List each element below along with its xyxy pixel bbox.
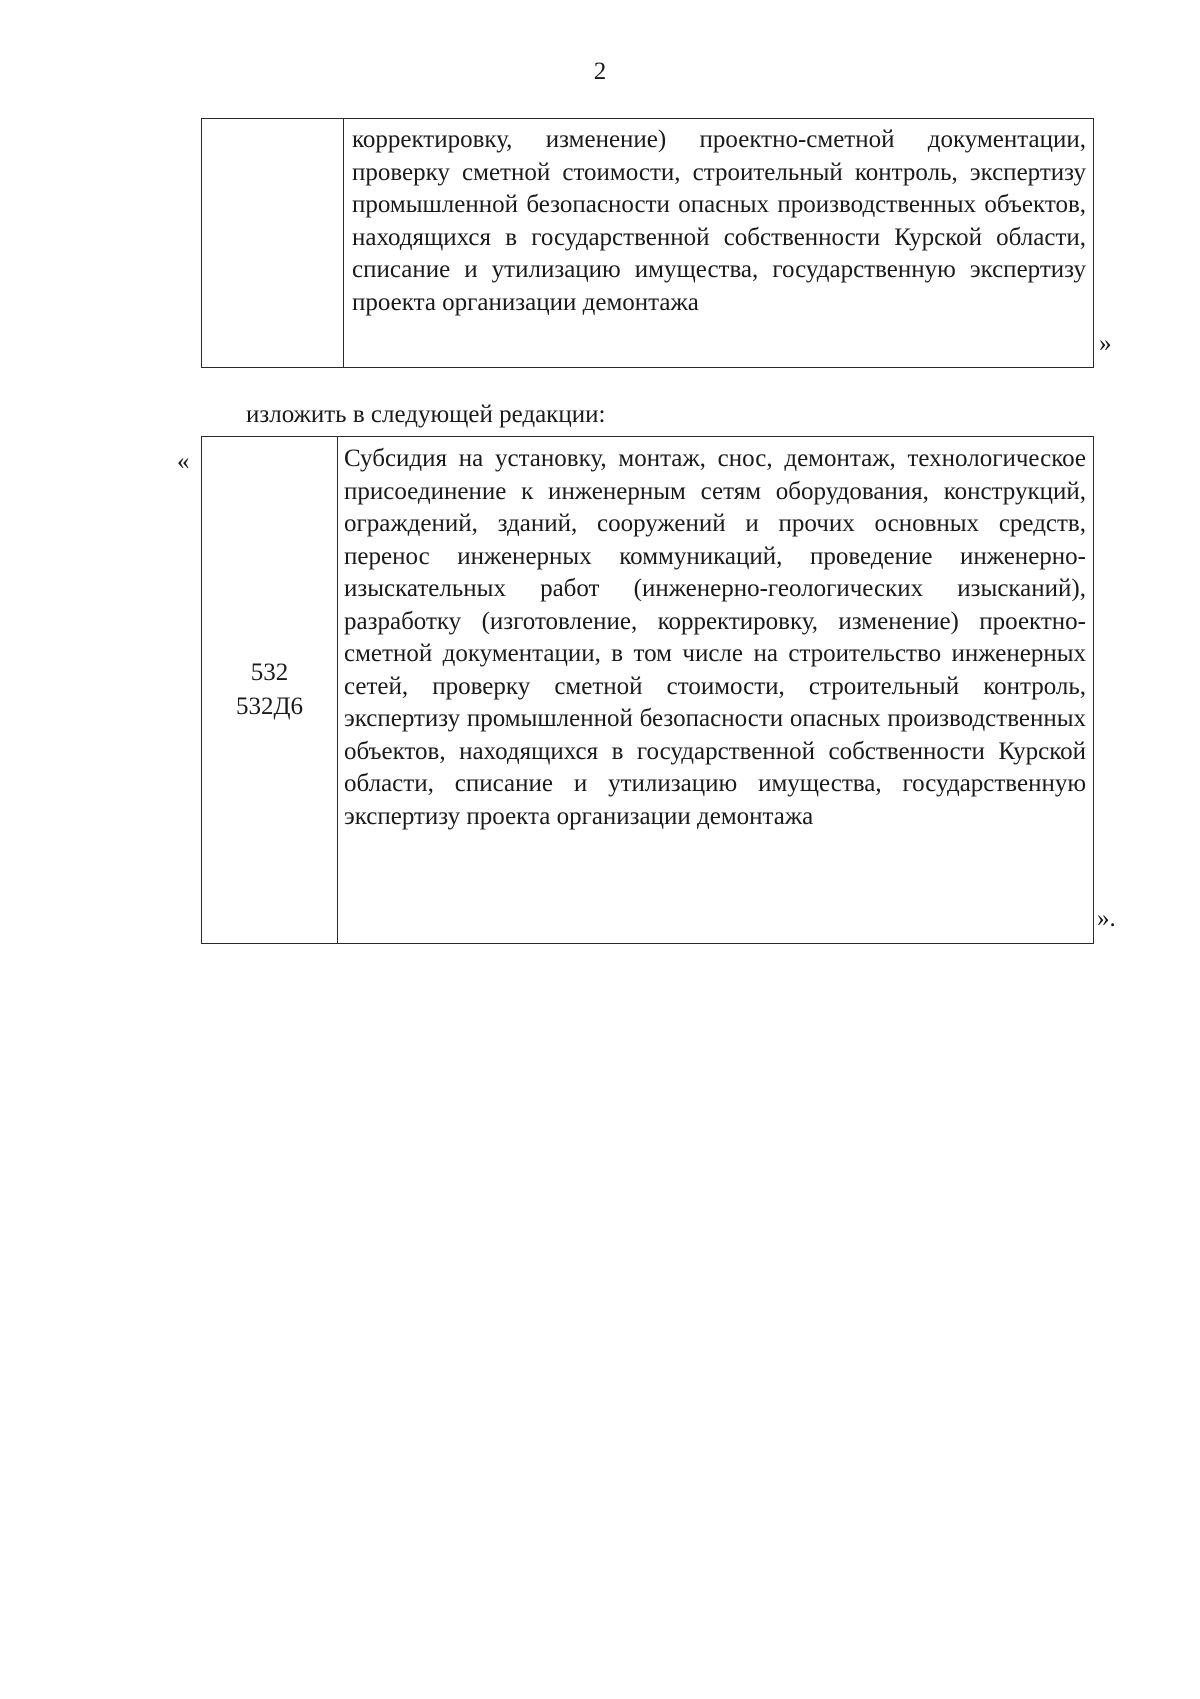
- code-primary: 532: [250, 659, 289, 686]
- instruction-text: изложить в следующей редакции:: [246, 401, 606, 428]
- table-row: [202, 119, 1094, 368]
- table-row: [202, 437, 1094, 944]
- code-cell: [202, 119, 344, 368]
- description-cell: [344, 119, 1094, 368]
- opening-quote: «: [177, 448, 190, 475]
- previous-text-table: [201, 118, 1094, 368]
- description-cell: [338, 437, 1094, 944]
- new-text-table: [201, 436, 1094, 944]
- code-secondary: 532Д6: [235, 693, 304, 720]
- description-text: корректировку, изменение) проектно-сметной документации, проверку сметной стоимости, строительный контроль, экспертизу промышленной безопасности опасных производственных объектов, находящихся в государственной собственности Курской области, списание и утилизацию имущества, государственную экспертизу проекта организации демонтажа: [352, 126, 1086, 316]
- code-cell: [202, 437, 338, 944]
- page-number: 2: [593, 58, 607, 85]
- closing-quote: ».: [1097, 905, 1116, 932]
- description-text: Субсидия на установку, монтаж, снос, демонтаж, технологическое присоединение к инженерным сетям оборудования, конструкций, ограждений, зданий, сооружений и прочих основных средств, перенос инженерных коммуникаций, проведение инженерно-изыскательных работ (инженерно-геологических изысканий), разработку (изготовление, корректировку, изменение) проектно-сметной документации, в том числе на строительство инженерных сетей, проверку сметной стоимости, строительный контроль, экспертизу промышленной безопасности опасных производственных объектов, находящихся в государственной собственности Курской области, списание и утилизацию имущества, государственную экспертизу проекта организации демонтажа: [344, 445, 1086, 830]
- closing-quote: »: [1099, 330, 1112, 357]
